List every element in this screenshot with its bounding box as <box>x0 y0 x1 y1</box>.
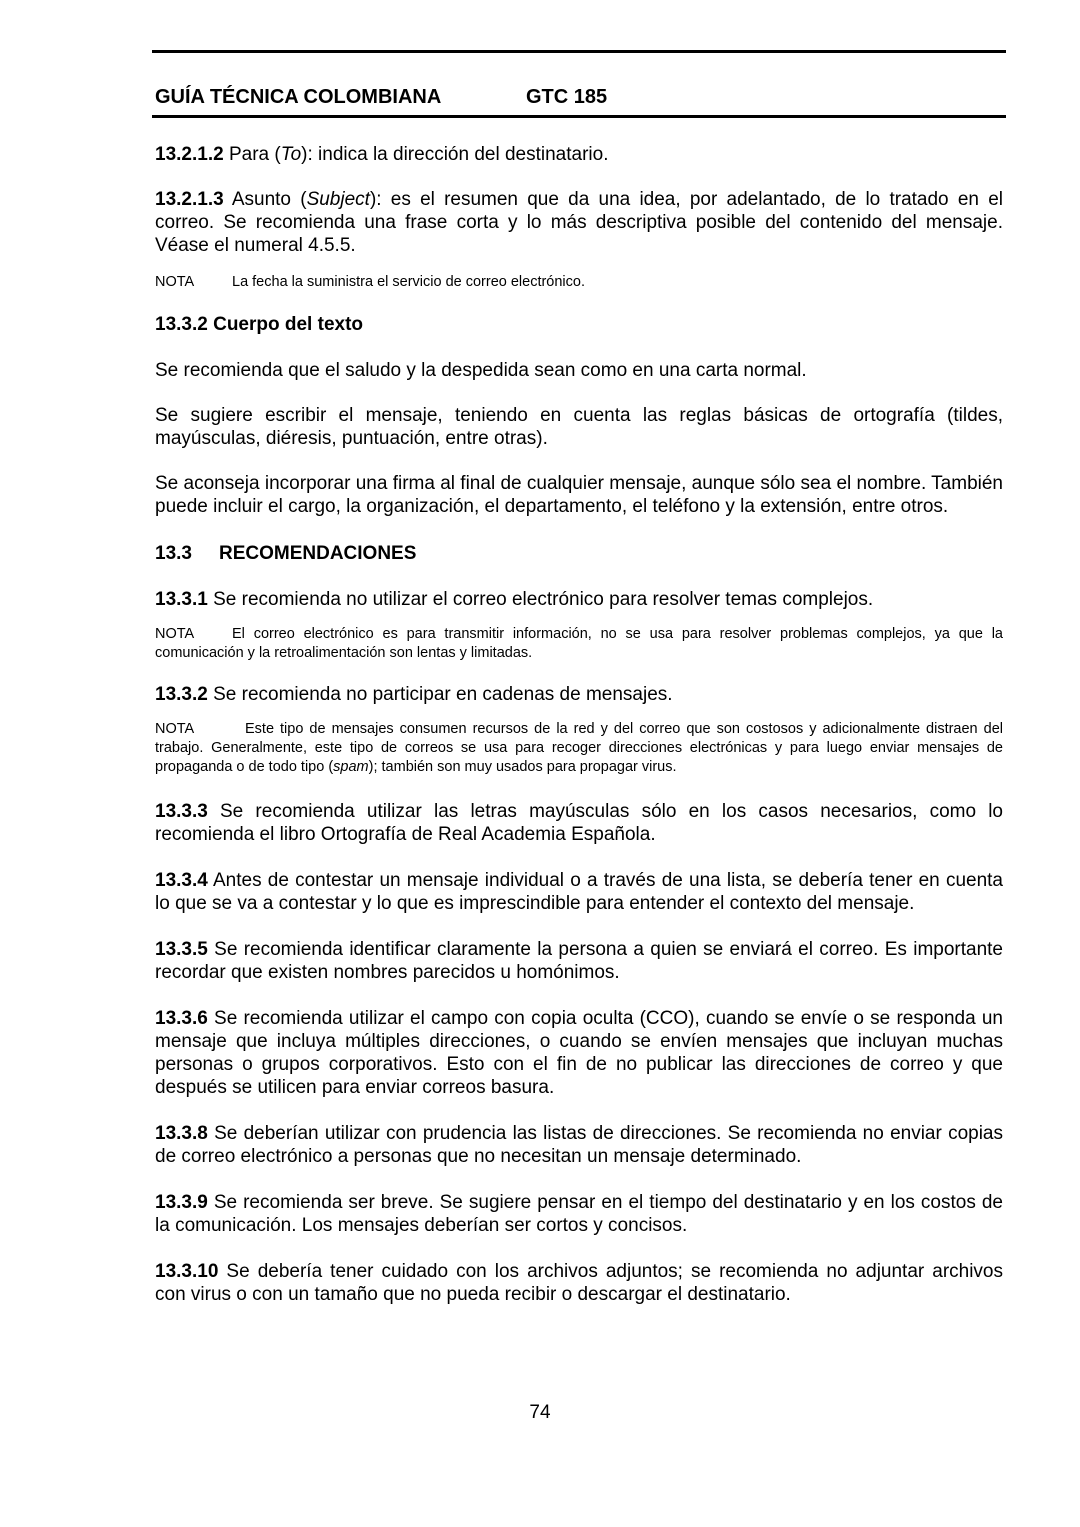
section-heading-cuerpo: 13.3.2 Cuerpo del texto <box>155 314 364 335</box>
page-number: 74 <box>529 1402 551 1423</box>
page-header <box>155 86 608 109</box>
standard-code: GTC 185 <box>526 86 608 108</box>
paragraph-saludo: Se recomienda que el saludo y la despedida sean como en una carta normal. <box>155 360 807 381</box>
clause-13-3-4: 13.3.4 Antes de contestar un mensaje individual o a través de una lista, se debería tener en cuenta lo que se va a contestar y lo que es imprescindible para entender el contexto del mensaje. <box>155 870 1003 914</box>
clause-13-3-8: 13.3.8 Se deberían utilizar con prudencia las listas de direcciones. Se recomienda no enviar copias de correo electrónico a personas que no necesitan un mensaje determinado. <box>155 1123 1003 1167</box>
page-content <box>155 143 1003 1306</box>
note-label: NOTA <box>155 626 195 642</box>
header-bottom-rule <box>152 115 1006 118</box>
clause-13-3-1: 13.3.1 Se recomienda no utilizar el correo electrónico para resolver temas complejos. <box>155 589 874 610</box>
paragraph-firma: Se aconseja incorporar una firma al final de cualquier mensaje, aunque sólo sea el nombre. También puede incluir el cargo, la organización, el departamento, el teléfono y la extensión, entre otros. <box>155 473 1003 517</box>
clause-13-2-1-2: 13.2.1.2 Para (To): indica la dirección del destinatario. <box>155 144 609 165</box>
paragraph-ortografia: Se sugiere escribir el mensaje, teniendo en cuenta las reglas básicas de ortografía (tildes, mayúsculas, diéresis, puntuación, entre otras). <box>155 405 1003 449</box>
clause-13-3-10: 13.3.10 Se debería tener cuidado con los archivos adjuntos; se recomienda no adjuntar archivos con virus o con un tamaño que no pueda recibir o descargar el destinatario. <box>155 1261 1003 1305</box>
clause-13-3-9: 13.3.9 Se recomienda ser breve. Se sugiere pensar en el tiempo del destinatario y en los costos de la comunicación. Los mensajes deberían ser cortos y concisos. <box>155 1192 1003 1236</box>
section-heading-recomendaciones: 13.3 RECOMENDACIONES <box>155 543 417 564</box>
note-label: NOTA <box>155 721 195 737</box>
clause-13-3-6: 13.3.6 Se recomienda utilizar el campo con copia oculta (CCO), cuando se envíe o se responda un mensaje que incluya múltiples direcciones, o cuando se envíen mensajes que incluyan muchas personas o grupos corporativos. Esto con el fin de no publicar las direcciones de correo y que después se utilicen para enviar correos basura. <box>155 1008 1003 1098</box>
note-label: NOTA <box>155 274 195 290</box>
clause-13-3-5: 13.3.5 Se recomienda identificar claramente la persona a quien se enviará el correo. Es importante recordar que existen nombres parecidos u homónimos. <box>155 939 1003 983</box>
header-top-rule <box>152 50 1006 53</box>
clause-13-2-1-3: 13.2.1.3 Asunto (Subject): es el resumen que da una idea, por adelantado, de lo tratado en el correo. Se recomienda una frase corta y lo más descriptiva posible del contenido del mensaje. Véase el numeral 4.5.5. <box>155 189 1003 256</box>
note-chain-messages: NOTA Este tipo de mensajes consumen recursos de la red y del correo que son costosos y adicionalmente distraen del trabajo. Generalmente, este tipo de correos se usa para recoger direcciones electrónicas y para luego enviar mensajes de propaganda o de todo tipo (spam); también son muy usados para propagar virus. <box>155 721 1003 775</box>
clause-13-3-2: 13.3.2 Se recomienda no participar en cadenas de mensajes. <box>155 684 673 705</box>
document-title: GUÍA TÉCNICA COLOMBIANA <box>155 86 442 108</box>
note-date: NOTA La fecha la suministra el servicio de correo electrónico. <box>155 274 585 290</box>
note-complex-topics: NOTA El correo electrónico es para transmitir información, no se usa para resolver problemas complejos, ya que la comunicación y la retroalimentación son lentas y limitadas. <box>155 626 1003 661</box>
clause-13-3-3: 13.3.3 Se recomienda utilizar las letras mayúsculas sólo en los casos necesarios, como lo recomienda el libro Ortografía de Real Academia Española. <box>155 801 1003 845</box>
